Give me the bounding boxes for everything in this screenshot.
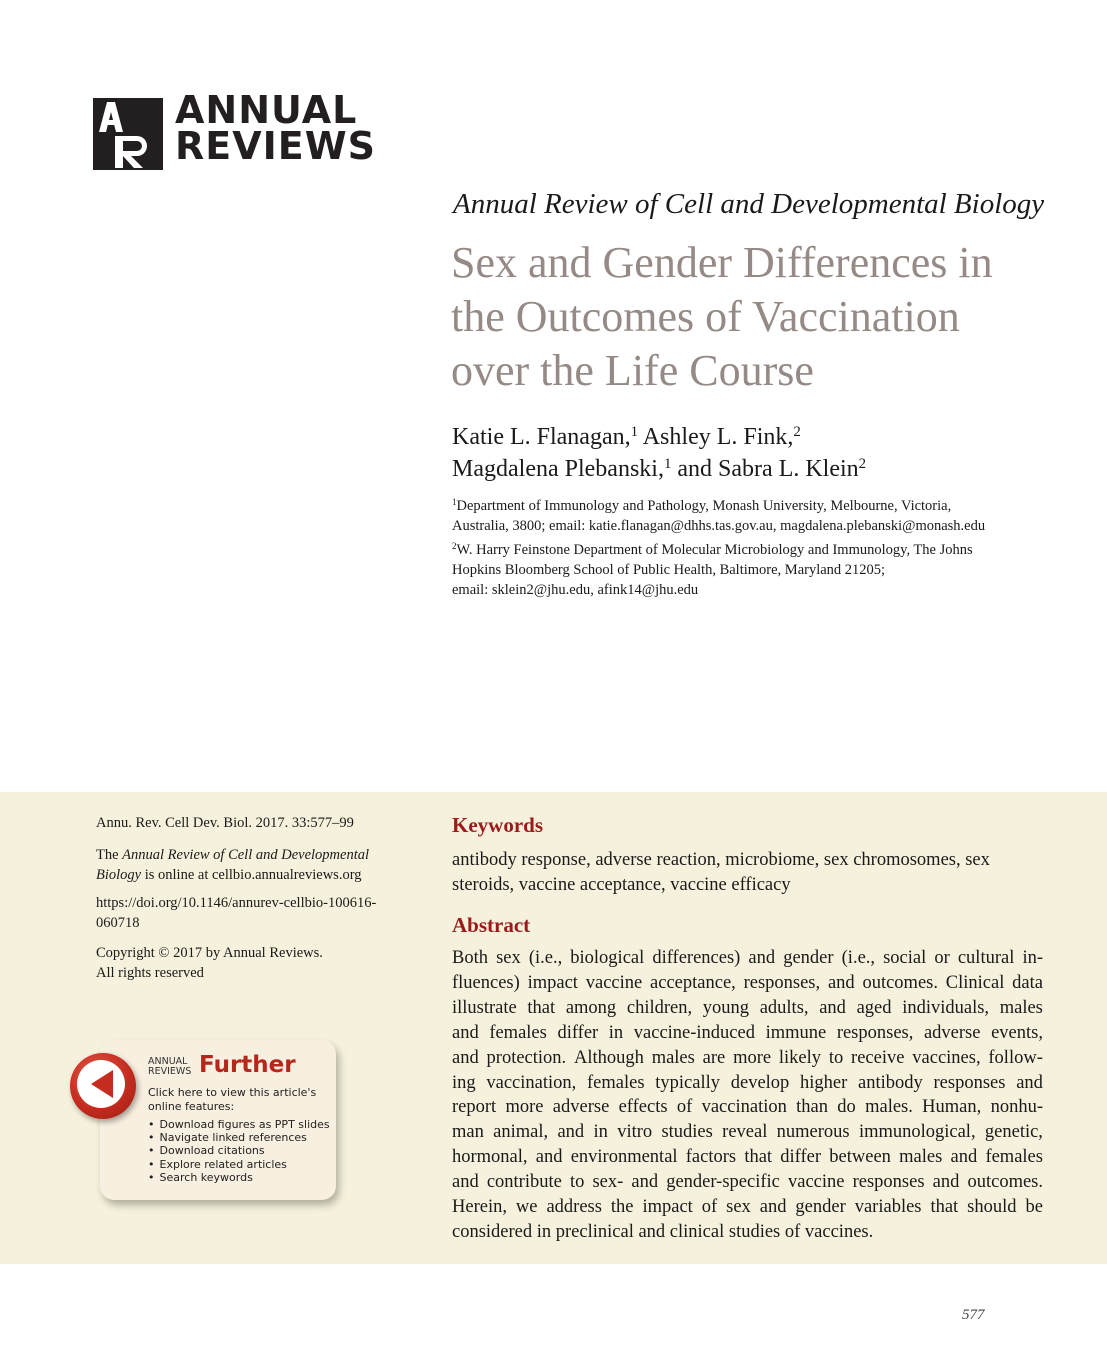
copyright-info xyxy=(96,943,426,983)
abstract-word: differences) xyxy=(652,948,741,968)
abstract-word: variables xyxy=(854,1197,922,1218)
abstract-word: females xyxy=(489,1022,547,1043)
abstract-word: Both xyxy=(452,948,488,968)
abstract-word: and xyxy=(452,1172,479,1193)
abstract-word: more xyxy=(505,1097,544,1118)
abstract-word: animal, xyxy=(493,1122,549,1143)
online-info-line xyxy=(96,865,426,885)
abstract-word: responses, xyxy=(743,972,821,993)
affiliation-line: Australia, 3800; email: katie.flanagan@dhhs.tas.gov.au, magdalena.plebanski@monash.edu xyxy=(452,518,986,534)
abstract-word: biological xyxy=(570,948,645,968)
affiliation-line: Hopkins Bloomberg School of Public Health, Baltimore, Maryland 21205; xyxy=(452,562,886,578)
copyright-line: All rights reserved xyxy=(96,965,204,981)
abstract-word: and xyxy=(932,1172,960,1193)
abstract-word: vaccine xyxy=(585,972,643,993)
abstract-word: and xyxy=(748,948,776,968)
abstract-word: and xyxy=(827,972,855,993)
abstract-word: vitro xyxy=(617,1122,653,1143)
abstract-word: adverse xyxy=(552,1097,610,1118)
citation-info: Annu. Rev. Cell Dev. Biol. 2017. 33:577–99 xyxy=(96,815,354,831)
abstract-word: vaccine xyxy=(787,1172,845,1193)
doi-info[interactable] xyxy=(96,893,426,933)
author-list xyxy=(452,421,1072,485)
abstract-word: Although xyxy=(573,1047,644,1068)
abstract-word: environmental xyxy=(570,1147,678,1168)
online-suffix: is online at cellbio.annualreviews.org xyxy=(141,867,362,883)
abstract-text xyxy=(452,946,1043,1245)
affiliation-sup: 1 xyxy=(452,497,457,508)
abstract-word: in xyxy=(608,1022,624,1043)
abstract-word: ing xyxy=(452,1072,476,1093)
abstract-line xyxy=(452,1046,1043,1071)
abstract-word: to xyxy=(828,1047,844,1068)
further-feature-item: • Explore related articles xyxy=(148,1158,330,1171)
abstract-word: and xyxy=(557,1122,585,1143)
abstract-word: to xyxy=(569,1172,585,1193)
further-brand-line: REVIEWS xyxy=(148,1066,192,1077)
further-feature-item: • Search keywords xyxy=(148,1171,330,1184)
abstract-word: develop xyxy=(730,1072,790,1093)
online-journal: Annual Review of Cell and Developmental xyxy=(122,847,370,863)
online-prefix: The xyxy=(96,847,123,863)
abstract-heading: Abstract xyxy=(452,913,531,937)
affiliation-text: Department of Immunology and Pathology, Monash University, Melbourne, Victoria, xyxy=(456,498,952,514)
abstract-word: be xyxy=(1025,1197,1043,1218)
abstract-word: Herein, xyxy=(452,1197,507,1218)
abstract-word: gender xyxy=(795,1197,846,1218)
author-affil-sup: 2 xyxy=(858,455,867,472)
abstract-word: report xyxy=(452,1097,497,1118)
abstract-word: responses, xyxy=(836,1022,914,1043)
abstract-word: immunological, xyxy=(858,1122,976,1143)
abstract-line xyxy=(452,1170,1043,1195)
abstract-word: and xyxy=(452,1022,479,1043)
abstract-word: hormonal, xyxy=(452,1147,528,1168)
abstract-word: should xyxy=(967,1197,1017,1218)
abstract-word: address xyxy=(546,1197,602,1218)
abstract-word: adults, xyxy=(759,997,809,1018)
abstract-word: sex xyxy=(726,1197,751,1218)
annual-reviews-logo xyxy=(93,88,377,172)
abstract-word: acceptance, xyxy=(650,972,736,993)
abstract-word: typically xyxy=(655,1072,720,1093)
further-feature-item: • Navigate linked references xyxy=(148,1131,330,1144)
abstract-word: we xyxy=(515,1197,538,1218)
abstract-word: and xyxy=(1016,1072,1043,1093)
abstract-line xyxy=(452,1145,1043,1170)
further-play-button[interactable] xyxy=(70,1053,136,1119)
abstract-word: antibody xyxy=(858,1072,923,1093)
abstract-word: aged xyxy=(856,997,892,1018)
abstract-word: follow- xyxy=(988,1047,1043,1068)
abstract-line xyxy=(452,996,1043,1021)
abstract-word: and xyxy=(535,1147,563,1168)
abstract-line xyxy=(452,1095,1043,1120)
abstract-word: children, xyxy=(626,997,693,1018)
abstract-word: that xyxy=(744,1147,773,1168)
title-line: Sex and Gender Differences in xyxy=(451,238,993,287)
keywords-line: antibody response, adverse reaction, microbiome, sex chromosomes, sex xyxy=(452,850,990,870)
abstract-word: young xyxy=(702,997,750,1018)
abstract-word: vaccines, xyxy=(912,1047,981,1068)
affiliation-sup: 2 xyxy=(452,541,457,552)
abstract-word: that xyxy=(527,997,556,1018)
abstract-word: among xyxy=(565,997,617,1018)
abstract-line xyxy=(452,1195,1043,1220)
abstract-line xyxy=(452,1021,1043,1046)
abstract-word: Clinical xyxy=(945,972,1005,993)
abstract-word: man xyxy=(452,1122,484,1143)
click-rest: to view this article's xyxy=(202,1086,317,1099)
abstract-line xyxy=(452,1120,1043,1145)
abstract-word: and xyxy=(452,1047,479,1068)
abstract-line xyxy=(452,946,1043,971)
abstract-word: and xyxy=(819,997,846,1018)
abstract-word: of xyxy=(676,1097,693,1118)
affiliation-line xyxy=(452,496,1052,516)
affiliation-line xyxy=(452,540,1052,560)
title-line: over the Life Course xyxy=(451,346,814,395)
abstract-word: (i.e., xyxy=(841,948,876,968)
further-title: Further xyxy=(199,1052,296,1078)
abstract-word: effects xyxy=(618,1097,668,1118)
author-name: Magdalena Plebanski, xyxy=(452,456,664,482)
abstract-word: receive xyxy=(851,1047,905,1068)
further-panel xyxy=(70,1040,350,1215)
further-feature-item: • Download figures as PPT slides xyxy=(148,1118,330,1131)
page-number: 577 xyxy=(962,1307,985,1323)
abstract-word: reveal xyxy=(722,1122,768,1143)
keywords-text xyxy=(452,848,1052,898)
affiliation-1 xyxy=(452,496,1052,536)
abstract-word: or xyxy=(934,948,950,968)
further-features-list xyxy=(148,1118,330,1184)
abstract-word: numerous xyxy=(776,1122,850,1143)
authors-line-1 xyxy=(452,421,1072,453)
abstract-word: gender xyxy=(783,948,834,968)
abstract-word: sex- xyxy=(592,1172,624,1193)
affiliation-2 xyxy=(452,540,1052,600)
abstract-word: that xyxy=(930,1197,959,1218)
further-brand-line: ANNUAL xyxy=(148,1056,188,1067)
further-click-line: online features: xyxy=(148,1100,235,1113)
abstract-word: factors xyxy=(685,1147,737,1168)
abstract-word: events, xyxy=(991,1022,1043,1043)
affiliation-text: W. Harry Feinstone Department of Molecular Microbiology and Immunology, The Johns xyxy=(456,542,973,558)
author-name: and Sabra L. Klein xyxy=(671,456,859,482)
abstract-word: and xyxy=(631,1172,659,1193)
doi-line: 060718 xyxy=(96,915,140,931)
further-brand xyxy=(148,1057,191,1077)
abstract-word: females xyxy=(985,1147,1043,1168)
further-feature-item: • Download citations xyxy=(148,1144,330,1157)
abstract-word: outcomes. xyxy=(862,972,938,993)
abstract-word: the xyxy=(610,1197,634,1218)
abstract-word: social xyxy=(883,948,927,968)
authors-line-2 xyxy=(452,453,1072,485)
abstract-word: are xyxy=(702,1047,726,1068)
further-click-line xyxy=(148,1086,328,1100)
abstract-word: gender-specific xyxy=(666,1172,780,1193)
left-arrow-icon xyxy=(77,1060,125,1108)
logo-line-annual: ANNUAL xyxy=(175,88,358,132)
doi-line: https://doi.org/10.1146/annurev-cellbio-100616- xyxy=(96,895,377,911)
abstract-word: Human, xyxy=(922,1097,982,1118)
abstract-word: responses xyxy=(933,1072,1006,1093)
author-affil-sup: 1 xyxy=(663,455,672,472)
abstract-word: in xyxy=(593,1122,608,1143)
abstract-word: than xyxy=(796,1097,828,1118)
click-here-link[interactable]: Click here xyxy=(148,1086,203,1099)
abstract-word: vaccination xyxy=(701,1097,787,1118)
abstract-word: higher xyxy=(800,1072,848,1093)
abstract-word: responses xyxy=(852,1172,925,1193)
abstract-word: differ xyxy=(557,1022,599,1043)
abstract-word: males. xyxy=(865,1097,913,1118)
logo-line-reviews: REVIEWS xyxy=(175,124,377,168)
abstract-word: vaccination, xyxy=(486,1072,577,1093)
abstract-line xyxy=(452,971,1043,996)
logo-wordmark xyxy=(175,88,377,168)
keywords-line: steroids, vaccine acceptance, vaccine efficacy xyxy=(452,875,791,895)
abstract-word: females xyxy=(587,1072,645,1093)
abstract-word: protection. xyxy=(486,1047,567,1068)
abstract-word: (i.e., xyxy=(528,948,563,968)
abstract-word: fluences) xyxy=(452,972,520,993)
abstract-word: studies xyxy=(661,1122,713,1143)
author-affil-sup: 2 xyxy=(793,423,801,440)
keywords-heading: Keywords xyxy=(452,813,543,837)
abstract-word: illustrate xyxy=(452,997,517,1018)
abstract-word: immune xyxy=(765,1022,827,1043)
online-info-line xyxy=(96,845,426,865)
abstract-word: of xyxy=(701,1197,718,1218)
abstract-word: cultural xyxy=(957,948,1015,968)
journal-name: Annual Review of Cell and Developmental Biology xyxy=(453,188,1045,220)
online-info xyxy=(96,845,426,885)
author-name: Katie L. Flanagan, xyxy=(452,424,631,450)
abstract-word: likely xyxy=(778,1047,822,1068)
abstract-word: data xyxy=(1012,972,1043,993)
abstract-line xyxy=(452,1071,1043,1096)
abstract-word: and xyxy=(950,1147,978,1168)
abstract-word: differ xyxy=(780,1147,822,1168)
abstract-word: in- xyxy=(1022,948,1043,968)
abstract-word: sex xyxy=(496,948,521,968)
abstract-word: outcomes. xyxy=(967,1172,1043,1193)
abstract-word: impact xyxy=(642,1197,693,1218)
article-title xyxy=(451,236,1071,398)
affiliation-line: email: sklein2@jhu.edu, afink14@jhu.edu xyxy=(452,582,699,598)
online-journal: Biology xyxy=(96,867,142,883)
abstract-word: vaccine-induced xyxy=(633,1022,755,1043)
abstract-word: males xyxy=(651,1047,695,1068)
abstract-word: males xyxy=(899,1147,943,1168)
abstract-word: impact xyxy=(527,972,578,993)
abstract-word: genetic, xyxy=(984,1122,1043,1143)
abstract-word: males xyxy=(999,997,1043,1018)
copyright-line: Copyright © 2017 by Annual Reviews. xyxy=(96,945,323,961)
abstract-word: more xyxy=(733,1047,772,1068)
further-click-text xyxy=(148,1086,328,1114)
abstract-word: adverse xyxy=(923,1022,981,1043)
title-line: the Outcomes of Vaccination xyxy=(451,292,960,341)
author-affil-sup: 1 xyxy=(630,423,639,440)
abstract-word: do xyxy=(837,1097,856,1118)
abstract-word: individuals, xyxy=(902,997,990,1018)
author-name: Ashley L. Fink, xyxy=(638,424,794,450)
abstract-word: between xyxy=(829,1147,891,1168)
abstract-word: and xyxy=(759,1197,787,1218)
abstract-line: considered in preclinical and clinical studies of vaccines. xyxy=(452,1221,874,1242)
abstract-word: nonhu- xyxy=(990,1097,1043,1118)
abstract-word: contribute xyxy=(486,1172,562,1193)
ar-logo-mark-icon xyxy=(93,98,163,170)
